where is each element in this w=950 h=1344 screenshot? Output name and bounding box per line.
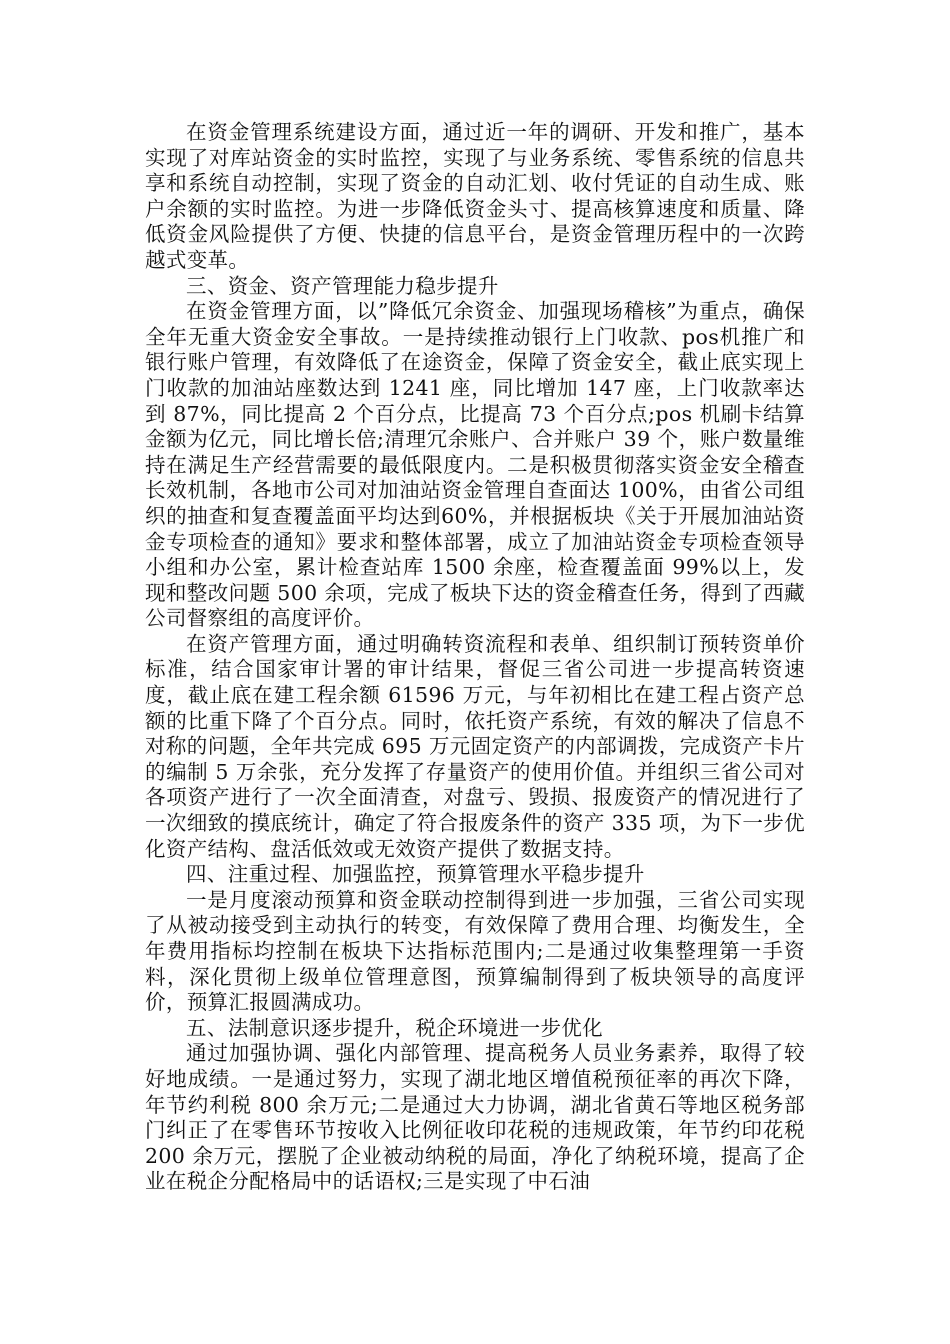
section-heading-5: 五、法制意识逐步提升，税企环境进一步优化 [186,1015,603,1040]
paragraph-budget: 一是月度滚动预算和资金联动控制得到进一步加强，三省公司实现了从被动接受到主动执行的转变，有效保障了费用合理、均衡发生，全年费用指标均控制在板块下达指标范围内;二是通过收集整理第一手资料，深化贯彻上级单位管理意图，预算编制得到了板块领导的高度评价，预算汇报圆满成功。 [145,887,805,1015]
section-heading-3: 三、资金、资产管理能力稳步提升 [186,273,499,298]
paragraph-fund-system: 在资金管理系统建设方面，通过近一年的调研、开发和推广，基本实现了对库站资金的实时监控，实现了与业务系统、零售系统的信息共享和系统自动控制，实现了资金的自动汇划、收付凭证的自动生成、账户余额的实时监控。为进一步降低资金头寸、提高核算速度和质量、降低资金风险提供了方便、快捷的信息平台，是资金管理历程中的一次跨越式变革。 [145,120,805,272]
paragraph-tax: 通过加强协调、强化内部管理、提高税务人员业务素养，取得了较好地成绩。一是通过努力，实现了湖北地区增值税预征率的再次下降，年节约利税 800 余万元;二是通过大力协调，湖北省黄石等地区税务部门纠正了在零售环节按收入比例征收印花税的违规政策，年节约印花税 200 余万元，摆脱了企业被动纳税的局面，净化了纳税环境，提高了企业在税企分配格局中的话语权;三是实现了中石油 [145,1041,805,1194]
document-page [145,120,805,1195]
paragraph-asset-management: 在资产管理方面，通过明确转资流程和表单、组织制订预转资单价标准，结合国家审计署的审计结果，督促三省公司进一步提高转资速度，截止底在建工程余额 61596 万元，与年初相比在建工程占资产总额的比重下降了个百分点。同时，依托资产系统，有效的解决了信息不对称的问题，全年共完成 695 万元固定资产的内部调拨，完成资产卡片的编制 5 万余张，充分发挥了存量资产的使用价值。并组织三省公司对各项资产进行了一次全面清查，对盘亏、毁损、报废资产的情况进行了一次细致的摸底统计，确定了符合报废条件的资产 335 项，为下一步优化资产结构、盘活低效或无效资产提供了数据支持。 [145,631,805,861]
paragraph-fund-management: 在资金管理方面，以”降低冗余资金、加强现场稽核”为重点，确保全年无重大资金安全事故。一是持续推动银行上门收款、pos机推广和银行账户管理，有效降低了在途资金，保障了资金安全，截止底实现上门收款的加油站座数达到 1241 座，同比增加 147 座，上门收款率达到 87%，同比提高 2 个百分点，比提高 73 个百分点;pos 机刷卡结算金额为亿元，同比增长倍;清理冗余账户、合并账户 39 个，账户数量维持在满足生产经营需要的最低限度内。二是积极贯彻落实资金安全稽查长效机制，各地市公司对加油站资金管理自查面达 100%，由省公司组织的抽查和复查覆盖面平均达到60%，并根据板块《关于开展加油站资金专项检查的通知》要求和整体部署，成立了加油站资金专项检查领导小组和办公室，累计检查站库 1500 余座，检查覆盖面 99%以上，发现和整改问题 500 余项，完成了板块下达的资金稽查任务，得到了西藏公司督察组的高度评价。 [145,299,805,631]
section-heading-4: 四、注重过程、加强监控，预算管理水平稳步提升 [186,862,645,887]
